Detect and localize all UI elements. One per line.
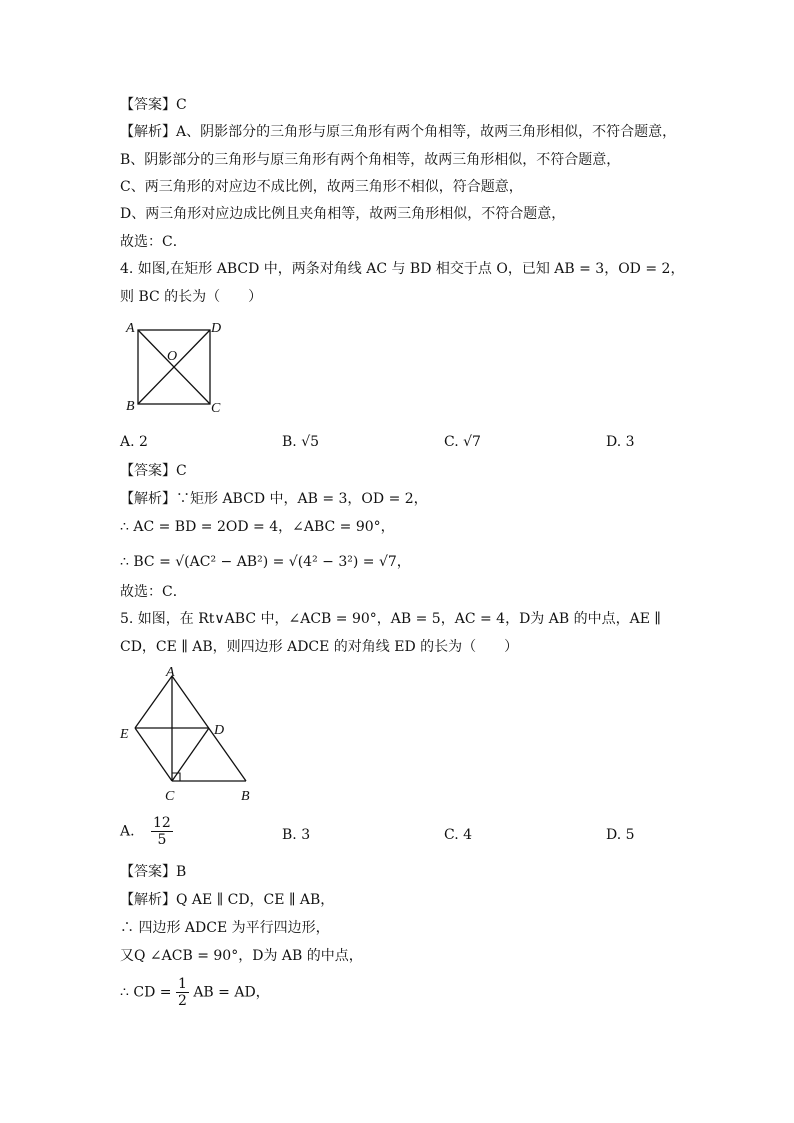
- q5-stem-line2: CD，CE ∥ AB，则四边形 ADCE 的对角线 ED 的长为（ ）: [120, 639, 519, 655]
- q3-analysis-line1: 【解析】A、阴影部分的三角形与原三角形有两个角相等，故两三角形相似，不符合题意，: [120, 124, 677, 140]
- segment-ae: [135, 676, 172, 728]
- q4-stem-line2: 则 BC 的长为（ ）: [120, 289, 263, 305]
- q5-analysis-line1: 【解析】Q AE ∥ CD，CE ∥ AB，: [120, 892, 335, 908]
- label-d: D: [211, 321, 222, 336]
- q4-rectangle-figure: [120, 318, 230, 418]
- q5-analysis-line4: [120, 976, 270, 1009]
- q5-analysis-line2: ∴ 四边形 ADCE 为平行四边形，: [120, 920, 330, 936]
- q5-option-a-fraction: [151, 815, 173, 848]
- fraction-numerator: 12: [153, 815, 171, 831]
- label-b: B: [126, 399, 135, 414]
- q5-analysis-half-fraction: [176, 976, 189, 1009]
- q3-analysis-line5: 故选：C．: [120, 234, 187, 250]
- q3-analysis-line3: C、两三角形的对应边不成比例，故两三角形不相似，符合题意，: [120, 179, 523, 195]
- q5-option-d[interactable]: D. 5: [606, 827, 635, 843]
- label-a: A: [126, 321, 135, 336]
- label-o: O: [167, 349, 178, 364]
- q4-analysis-line4: 故选：C．: [120, 584, 187, 600]
- q3-answer: 【答案】C: [120, 97, 187, 113]
- q5-option-a-prefix: A.: [120, 823, 135, 840]
- q4-option-d[interactable]: D. 3: [606, 434, 635, 450]
- fraction-numerator: 1: [177, 976, 187, 992]
- label-d: D: [214, 723, 225, 738]
- q5-option-c[interactable]: C. 4: [444, 827, 473, 843]
- q4-option-c[interactable]: C. √7: [444, 434, 481, 450]
- segment-ce: [135, 728, 172, 781]
- q4-option-a[interactable]: A. 2: [120, 434, 148, 450]
- q4-option-b[interactable]: B. √5: [282, 434, 320, 450]
- q5-option-b[interactable]: B. 3: [282, 827, 311, 843]
- q5-stem-line1: 5. 如图，在 Rt∨ABC 中，∠ACB = 90°，AB = 5，AC = 4，D为 AB 的中点，AE ∥: [120, 611, 661, 627]
- q4-analysis-line3: ∴ BC = √(AC² − AB²) = √(4² − 3²) = √7，: [120, 554, 411, 570]
- q5-analysis-line4-prefix: ∴ CD =: [120, 984, 172, 1001]
- q4-analysis-line2: ∴ AC = BD = 2OD = 4，∠ABC = 90°，: [120, 519, 395, 535]
- label-c: C: [165, 789, 175, 804]
- label-c: C: [211, 401, 221, 416]
- q4-answer: 【答案】C: [120, 463, 187, 479]
- q5-analysis-line3: 又Q ∠ACB = 90°，D为 AB 的中点，: [120, 948, 363, 964]
- fraction-denominator: 2: [177, 993, 187, 1009]
- label-b: B: [241, 789, 250, 804]
- q4-analysis-line1: 【解析】∵矩形 ABCD 中，AB = 3，OD = 2，: [120, 491, 428, 507]
- q3-analysis-line4: D、两三角形对应边成比例且夹角相等，故两三角形相似，不符合题意，: [120, 206, 566, 222]
- q5-option-a[interactable]: [120, 815, 173, 848]
- q5-answer: 【答案】B: [120, 864, 187, 880]
- label-e: E: [120, 727, 129, 742]
- q5-analysis-line4-suffix: AB = AD，: [193, 984, 270, 1001]
- q4-stem-line1: 4. 如图,在矩形 ABCD 中，两条对角线 AC 与 BD 相交于点 O，已知 AB = 3，OD = 2，: [120, 261, 685, 277]
- q3-analysis-line2: B、阴影部分的三角形与原三角形有两个角相等，故两三角形相似，不符合题意，: [120, 152, 621, 168]
- fraction-denominator: 5: [157, 832, 167, 848]
- label-a: A: [166, 665, 175, 680]
- q5-triangle-figure: [116, 666, 266, 806]
